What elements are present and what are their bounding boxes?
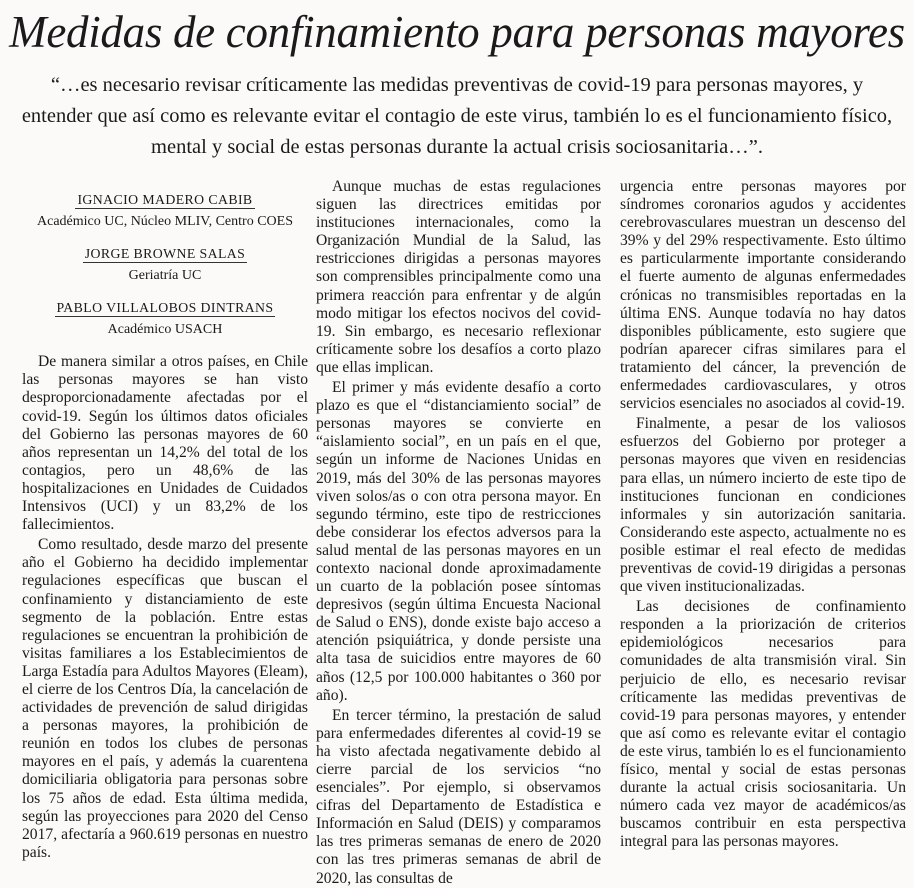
column-1	[22, 178, 308, 861]
paragraph: Aunque muchas de estas regulaciones siguen las directrices emitidas por instituciones internacionales, como la Organización Mundial de la Salud, las restricciones dirigidas a personas mayores son comprensibles principalmente como una primera reacción para enfrentar y de algún modo mitigar los efectos nocivos del covid-19. Sin embargo, es necesario reflexionar críticamente sobre los desafíos a corto plazo que ellas implican.	[316, 178, 601, 376]
author-affiliation: Académico USACH	[107, 322, 223, 338]
paragraph: Finalmente, a pesar de los valiosos esfuerzos del Gobierno por proteger a personas mayores que viven en residencias para ellas, un número incierto de este tipo de instituciones funcionan en condiciones informales y sin autorización sanitaria. Considerando este aspecto, actualmente no es posible estimar el real efecto de medidas preventivas de covid-19 dirigidas a personas que viven institucionalizadas.	[620, 415, 906, 596]
author-1	[22, 191, 308, 231]
author-block	[22, 191, 308, 339]
paragraph-continued: urgencia entre personas mayores por síndromes coronarios agudos y accidentes cerebrovasculares muestran un descenso del 39% y del 29% respectivamente. Esto último es particularmente importante considerando el fuerte aumento de algunas enfermedades crónicas no transmisibles reportadas en la última ENS. Aunque todavía no hay datos disponibles públicamente, esto sugiere que podrían aparecer cifras similares para el tratamiento del cáncer, la prevención de enfermedades cardiovasculares, y otros servicios esenciales no asociados al covid-19.	[620, 178, 906, 413]
paragraph: Como resultado, desde marzo del presente año el Gobierno ha decidido implementar regulaciones específicas que buscan el confinamiento y distanciamiento de este segmento de la población. Entre estas regulaciones se encuentran la prohibición de visitas familiares a los Establecimientos de Larga Estadía para Adultos Mayores (Eleam), el cierre de los Centros Día, la cancelación de actividades de prevención de salud dirigidas a personas mayores, la prohibición de reunión en todos los clubes de personas mayores en el país, y además la cuarentena domiciliaria obligatoria para personas sobre los 75 años de edad. Esta última medida, según las proyecciones para 2020 del Censo 2017, afectaría a 960.619 personas en nuestro país.	[22, 536, 308, 861]
pull-quote: “…es necesario revisar críticamente las medidas preventivas de covid-19 para personas mayores, y entender que así como es relevante evitar el contagio de este virus, también lo es el funcionamiento físico, mental y social de estas personas durante la actual crisis sociosanitaria…”.	[21, 74, 893, 158]
author-name: JORGE BROWNE SALAS	[84, 246, 246, 262]
column-2	[316, 178, 601, 887]
author-2	[22, 245, 308, 285]
author-affiliation: Geriatría UC	[128, 268, 202, 284]
column-3	[620, 178, 906, 851]
author-name: IGNACIO MADERO CABIB	[77, 192, 253, 207]
author-name: PABLO VILLALOBOS DINTRANS	[56, 300, 274, 316]
author-affiliation: Académico UC, Núcleo MLIV, Centro COES	[37, 214, 293, 230]
paragraph: Las decisiones de confinamiento responden a la priorización de criterios epidemiológicos necesarios para comunidades de alta transmisión viral. Sin perjuicio de ello, es necesario revisar críticamente las medidas preventivas de covid-19 para personas mayores, y entender que así como es relevante evitar el contagio de este virus, también lo es el funcionamiento físico, mental y social de estas personas durante la actual crisis sociosanitaria. Un número cada vez mayor de académicos/as buscamos contribuir en esta perspectiva integral para las personas mayores.	[620, 598, 906, 851]
paragraph: El primer y más evidente desafío a corto plazo es que el “distanciamiento social” de personas mayores se convierte en “aislamiento social”, en un país en el que, según un informe de Naciones Unidas en 2019, más del 30% de las personas mayores viven solos/as o con otra persona mayor. En segundo término, este tipo de restricciones debe considerar los efectos adversos para la salud mental de las personas mayores en un contexto nacional donde aproximadamente un cuarto de la población posee síntomas depresivos (según última Encuesta Nacional de Salud o ENS), donde existe bajo acceso a atención psiquiátrica, y donde persiste una alta tasa de suicidios entre mayores de 60 años (12,5 por 100.000 habitantes o 360 por año).	[316, 379, 601, 704]
headline: Medidas de confinamiento para personas mayores	[9, 7, 905, 57]
paragraph: De manera similar a otros países, en Chile las personas mayores se han visto desproporcionadamente afectadas por el covid-19. Según los últimos datos oficiales del Gobierno las personas mayores de 60 años representan un 14,2% del total de los contagios, pero un 48,6% de las hospitalizaciones en Unidades de Cuidados Intensivos (UCI) y un 83,2% de los fallecimientos.	[22, 353, 308, 534]
paragraph: En tercer término, la prestación de salud para enfermedades diferentes al covid-19 se ha visto afectada negativamente debido al cierre parcial de los servicios “no esenciales”. Por ejemplo, si observamos cifras del Departamento de Estadística e Información en Salud (DEIS) y comparamos las tres primeras semanas de enero de 2020 con las tres primeras semanas de abril de 2020, las consultas de	[316, 706, 601, 887]
author-3	[22, 299, 308, 339]
